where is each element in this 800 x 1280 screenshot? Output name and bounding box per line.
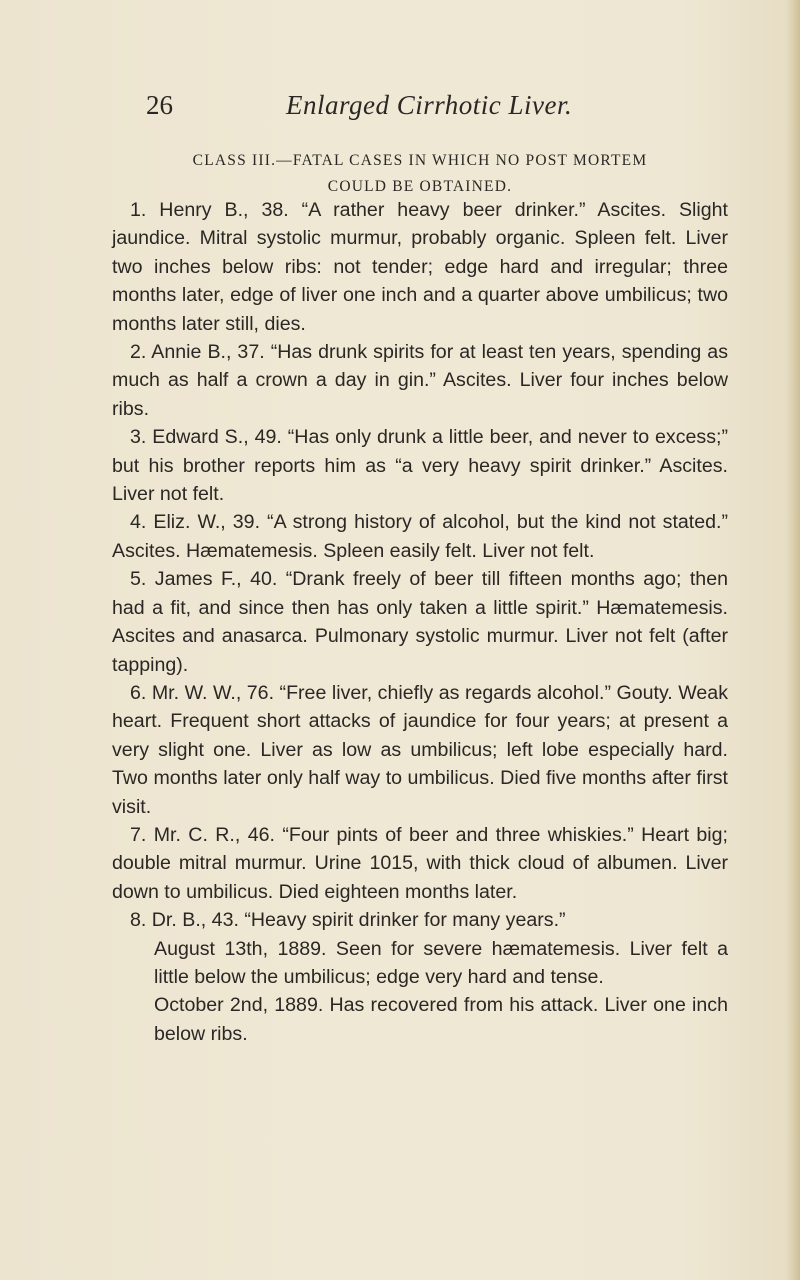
page-header — [146, 90, 766, 130]
case-entry-2: 2. Annie B., 37. “Has drunk spirits for at least ten years, spending as much as half a crown a day in gin.” Ascites. Liver four inches below ribs. — [112, 341, 728, 420]
case-entry-6: 6. Mr. W. W., 76. “Free liver, chiefly as regards alcohol.” Gouty. Weak heart. Frequent short attacks of jaundice for four years; at present a very slight one. Liver as low as umbilicus; left lobe especially hard. Two months later only half way to umbilicus. Died five months after first visit. — [112, 681, 728, 818]
case-8-visit-august: August 13th, 1889. Seen for severe hæmatemesis. Liver felt a little below the umbilicus; edge very hard and tense. — [154, 937, 728, 988]
section-heading — [100, 148, 740, 200]
case-entry-3: 3. Edward S., 49. “Has only drunk a little beer, and never to excess;” but his brother reports him as “a very heavy spirit drinker.” Ascites. Liver not felt. — [112, 426, 728, 506]
case-entry-7: 7. Mr. C. R., 46. “Four pints of beer and three whiskies.” Heart big; double mitral murmur. Urine 1015, with thick cloud of albumen. Liver down to umbilicus. Died eighteen months later. — [112, 823, 728, 903]
section-heading-line-2: COULD BE OBTAINED. — [327, 178, 513, 195]
case-entry-5: 5. James F., 40. “Drank freely of beer till fifteen months ago; then had a fit, and since then has only taken a little spirit.” Hæmatemesis. Ascites and anasarca. Pulmonary systolic murmur. Liver not felt (after tapping). — [112, 568, 728, 676]
case-8-visit-october: October 2nd, 1889. Has recovered from his attack. Liver one inch below ribs. — [154, 994, 728, 1045]
page-number: 26 — [146, 90, 173, 120]
case-list — [112, 196, 728, 1048]
case-entry-8: 8. Dr. B., 43. “Heavy spirit drinker for many years.” — [130, 909, 566, 932]
page-edge-shadow — [786, 0, 800, 1280]
case-entry-1: 1. Henry B., 38. “A rather heavy beer drinker.” Ascites. Slight jaundice. Mitral systolic murmur, probably organic. Spleen felt. Liver two inches below ribs: not tender; edge hard and irregular; three months later, edge of liver one inch and a quarter above umbilicus; two months later still, dies. — [112, 199, 728, 335]
section-heading-line-1: CLASS III.—FATAL CASES IN WHICH NO POST MORTEM — [192, 152, 648, 169]
case-entry-4: 4. Eliz. W., 39. “A strong history of alcohol, but the kind not stated.” Ascites. Hæmatemesis. Spleen easily felt. Liver not felt. — [112, 511, 728, 562]
running-title: Enlarged Cirrhotic Liver. — [286, 90, 573, 120]
